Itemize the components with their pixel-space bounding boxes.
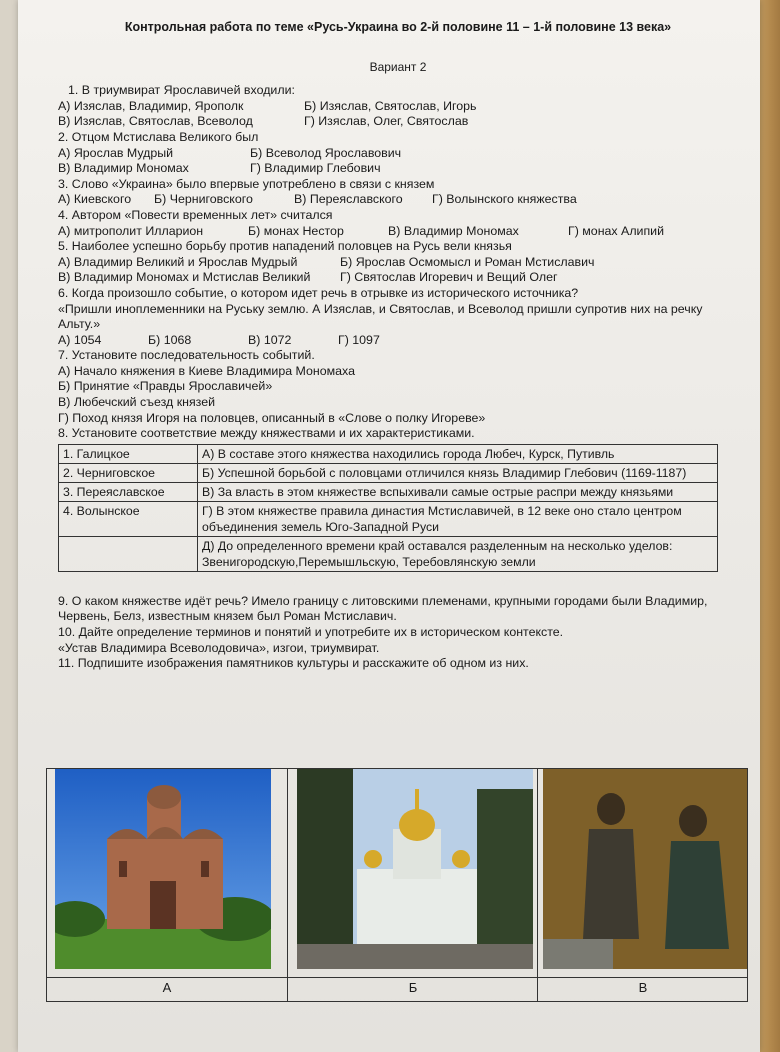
question-4-options — [58, 224, 738, 240]
question-11: 11. Подпишите изображения памятников культуры и расскажите об одном из них. — [58, 656, 529, 671]
divider — [537, 769, 538, 1001]
event-d: Г) Поход князя Игоря на половцев, описанный в «Слове о полку Игореве» — [58, 410, 486, 425]
event-c: В) Любечский съезд князей — [58, 395, 216, 410]
lavra-photo — [297, 769, 533, 969]
characteristic-cell: В) За власть в этом княжестве вспыхивали самые острые распри между князьями — [198, 482, 718, 501]
question-5-options-row-2 — [58, 270, 738, 286]
characteristic-cell: А) В составе этого княжества находились города Любеч, Курск, Путивль — [198, 444, 718, 463]
caption-row — [47, 977, 747, 1002]
church-photo — [55, 769, 271, 969]
option: Б) Всеволод Ярославович — [250, 145, 402, 160]
option: А) митрополит Илларион — [58, 223, 204, 238]
option: В) 1072 — [248, 332, 292, 347]
option: А) Владимир Великий и Ярослав Мудрый — [58, 254, 298, 269]
characteristic-cell: Д) До определенного времени край оставался разделенным на несколько уделов: Звенигородскую,Перемышльскую, Теребовлянскую земли — [198, 536, 718, 571]
option: А) Ярослав Мудрый — [58, 145, 174, 160]
question-2: 2. Отцом Мстислава Великого был — [58, 129, 259, 144]
question-6-options — [58, 333, 738, 349]
option: В) Владимир Мономах — [388, 223, 519, 238]
divider — [287, 769, 288, 1001]
option: В) Переяславского — [294, 192, 403, 207]
question-6: 6. Когда произошло событие, о котором идет речь в отрывке из исторического источника? — [58, 285, 579, 300]
worksheet-title: Контрольная работа по теме «Русь-Украина во 2-й половине 11 – 1-й половине 13 века» — [124, 20, 672, 34]
option: Б) монах Нестор — [248, 223, 344, 238]
variant-label: Вариант 2 — [369, 59, 427, 74]
caption-a: А — [162, 980, 172, 995]
question-10: 10. Дайте определение терминов и понятий и употребите их в историческом контексте. — [58, 625, 564, 640]
question-1-options-row-2 — [58, 114, 738, 130]
caption-c: В — [638, 980, 648, 995]
option: Г) Волынского княжества — [432, 192, 577, 207]
option: А) Киевского — [58, 192, 132, 207]
question-7: 7. Установите последовательность событий. — [58, 348, 315, 363]
question-2-options-row-1 — [58, 146, 738, 162]
table-row — [59, 482, 718, 501]
source-quote: «Пришли иноплеменники на Руську землю. А Изяслав, и Святослав, и Всеволод пришли супротив них на речку Альту.» — [58, 301, 703, 332]
principality-cell: 4. Волынское — [59, 501, 198, 536]
worksheet-content — [58, 14, 738, 672]
principality-cell: 2. Черниговское — [59, 463, 198, 482]
question-4: 4. Автором «Повести временных лет» считался — [58, 207, 333, 222]
option: В) Изяслав, Святослав, Всеволод — [58, 114, 253, 129]
characteristic-cell: Б) Успешной борьбой с половцами отличился князь Владимир Глебович (1169-1187) — [198, 463, 718, 482]
option: Г) Святослав Игоревич и Вещий Олег — [340, 270, 558, 285]
event-a: А) Начало княжения в Киеве Владимира Мономаха — [58, 363, 355, 378]
question-8: 8. Установите соответствие между княжествами и их характеристиками. — [58, 426, 475, 441]
table-row — [59, 444, 718, 463]
option: В) Владимир Мономах — [58, 161, 189, 176]
option: А) Изяслав, Владимир, Ярополк — [58, 98, 244, 113]
option: Г) Владимир Глебович — [250, 161, 381, 176]
caption-b: Б — [408, 980, 418, 995]
option: Б) Изяслав, Святослав, Игорь — [304, 98, 477, 113]
option: А) 1054 — [58, 332, 102, 347]
question-3-options — [58, 192, 738, 208]
option: Б) 1068 — [148, 332, 192, 347]
question-3: 3. Слово «Украина» было впервые употреблено в связи с князем — [58, 176, 435, 191]
table-row — [59, 463, 718, 482]
option: Г) 1097 — [338, 332, 380, 347]
principality-cell: 1. Галицкое — [59, 444, 198, 463]
table-row — [59, 501, 718, 536]
worksheet-paper — [18, 0, 760, 1052]
question-1-options-row-1 — [58, 99, 738, 115]
principality-cell: 3. Переяславское — [59, 482, 198, 501]
matching-table — [58, 444, 718, 572]
option: В) Владимир Мономах и Мстислав Великий — [58, 270, 311, 285]
mosaic-photo — [543, 769, 747, 969]
question-2-options-row-2 — [58, 161, 738, 177]
question-5: 5. Наиболее успешно борьбу против нападений половцев на Русь вели князья — [58, 239, 512, 254]
option: Б) Черниговского — [154, 192, 253, 207]
option: Б) Ярослав Осмомысл и Роман Мстиславич — [340, 254, 595, 269]
question-1: 1. В триумвират Ярославичей входили: — [68, 83, 295, 98]
event-b: Б) Принятие «Правды Ярославичей» — [58, 379, 273, 394]
question-5-options-row-1 — [58, 255, 738, 271]
option: Г) Изяслав, Олег, Святослав — [304, 114, 469, 129]
monuments-image-table — [46, 768, 748, 1002]
table-row — [59, 536, 718, 571]
principality-cell — [59, 536, 198, 571]
question-10-terms: «Устав Владимира Всеволодовича», изгои, триумвират. — [58, 640, 380, 655]
option: Г) монах Алипий — [568, 223, 665, 238]
question-9: 9. О каком княжестве идёт речь? Имело границу с литовскими племенами, крупными городами были Владимир, Червень, Белз, известным князем был Роман Мстиславич. — [58, 593, 708, 624]
characteristic-cell: Г) В этом княжестве правила династия Мстиславичей, в 12 веке оно стало центром объединения земель Юго-Западной Руси — [198, 501, 718, 536]
